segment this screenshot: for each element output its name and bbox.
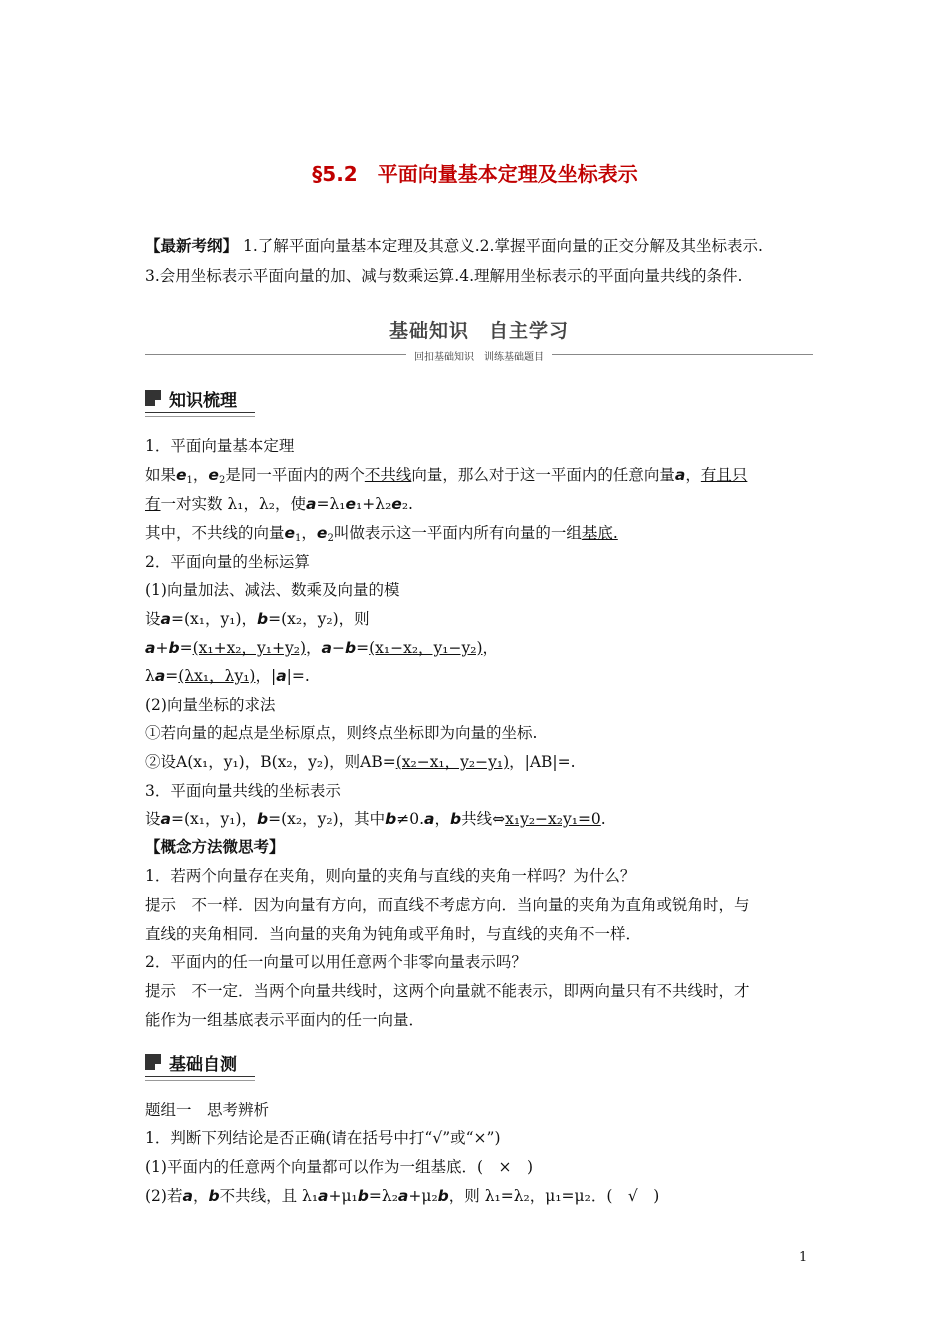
text: ，	[301, 524, 317, 542]
section-label: 知识梳理	[169, 391, 237, 411]
k-case-2	[145, 752, 576, 772]
text: +	[155, 639, 169, 657]
syllabus-text-1: 1.了解平面向量基本定理及其意义.2.掌握平面向量的正交分解及其坐标表示.	[242, 237, 763, 255]
k-mul-line	[145, 666, 310, 686]
vector-e: e	[284, 524, 296, 542]
vector-e: e	[345, 495, 357, 513]
text: =	[165, 667, 179, 685]
banner-rule	[145, 349, 813, 361]
underlined-answer: 不共线	[364, 466, 412, 484]
text: ②设A(x₁，y₁)，B(x₂，y₂)，则AB=	[145, 753, 396, 771]
text: ，	[482, 639, 499, 657]
section-banner	[145, 316, 813, 361]
k-line-1	[145, 465, 747, 491]
text: −	[331, 639, 345, 657]
text: ≠0.	[396, 810, 425, 828]
text: =(x₂，y₂)，其中	[268, 810, 386, 828]
vector-b: b	[208, 1187, 220, 1205]
text: ，|	[255, 667, 277, 685]
self-question-1: 1．判断下列结论是否正确(请在括号中打“√”或“×”)	[145, 1129, 501, 1147]
underlined-answer: 基底.	[581, 524, 618, 542]
k-para-1: (1)向量加法、减法、数乘及向量的模	[145, 581, 400, 599]
banner-title: 基础知识 自主学习	[388, 320, 569, 342]
text: =λ₁	[316, 495, 346, 513]
vector-e: e	[208, 466, 219, 484]
think-q2: 2．平面内的任一向量可以用任意两个非零向量表示吗？	[145, 953, 527, 971]
banner-subtitle: 回扣基础知识 训练基础题目	[406, 348, 552, 363]
self-group-1: 题组一 思考辨析	[145, 1101, 270, 1119]
text: 向量，那么对于这一平面内的任意向量	[411, 466, 675, 484]
underlined-answer: (x₁−x₂，y₁−y₂)	[369, 639, 483, 657]
text: =(x₁，y₁)，	[170, 810, 257, 828]
vector-a: a	[160, 810, 171, 828]
text: ，	[192, 1187, 209, 1205]
text: 是同一平面内的两个	[225, 466, 365, 484]
k-heading-2: 2．平面向量的坐标运算	[145, 553, 310, 571]
vector-b: b	[257, 810, 269, 828]
section-square-icon	[145, 390, 161, 406]
text: (2)若	[145, 1187, 183, 1205]
vector-a: a	[424, 810, 435, 828]
think-a2-line1: 提示 不一定．当两个向量共线时，这两个向量就不能表示，即两向量只有不共线时，才	[145, 982, 750, 1000]
vector-b: b	[450, 810, 462, 828]
vector-b: b	[437, 1187, 449, 1205]
vector-a: a	[154, 667, 166, 685]
underlined-answer: (λx₁，λy₁)	[178, 667, 256, 685]
text: 一对实数 λ₁，λ₂，使	[160, 495, 307, 513]
text: ，	[685, 466, 701, 484]
k-line-2	[145, 494, 413, 514]
vector-b: b	[257, 610, 269, 628]
text: ₂.	[401, 495, 413, 513]
text: ，则 λ₁=λ₂，μ₁=μ₂．( √ )	[448, 1187, 660, 1205]
text: +μ₁	[328, 1187, 358, 1205]
vector-a: a	[397, 1187, 409, 1205]
text: λ	[145, 667, 155, 685]
think-a1-line2: 直线的夹角相同．当向量的夹角为钝角或平角时，与直线的夹角不一样．	[145, 925, 642, 943]
vector-e: e	[391, 495, 402, 513]
syllabus-line-2: 3.会用坐标表示平面向量的加、减与数乘运算.4.理解用坐标表示的平面向量共线的条件.	[145, 267, 743, 285]
subscript: 1	[186, 475, 193, 486]
text: .	[600, 810, 606, 828]
vector-a: a	[160, 610, 171, 628]
text: |=.	[286, 667, 310, 685]
k-add-sub-line	[145, 638, 498, 658]
k-para-2: (2)向量坐标的求法	[145, 696, 276, 714]
section-label: 基础自测	[169, 1055, 237, 1075]
vector-a: a	[306, 495, 317, 513]
think-heading: 【概念方法微思考】	[145, 838, 285, 856]
section-heading-knowledge	[145, 386, 255, 412]
self-statement-2	[145, 1186, 659, 1206]
vector-a: a	[182, 1187, 193, 1205]
text: ，	[192, 466, 209, 484]
vector-b: b	[168, 639, 180, 657]
vector-a: a	[318, 1187, 329, 1205]
page-number: 1	[799, 1250, 808, 1265]
text: ₁+λ₂	[356, 495, 392, 513]
text: 其中，不共线的向量	[145, 524, 285, 542]
underlined-answer: x₁y₂−x₂y₁=0	[505, 810, 601, 828]
vector-a: a	[321, 639, 332, 657]
vector-a: a	[145, 639, 156, 657]
text: 不共线，且 λ₁	[219, 1187, 319, 1205]
subscript: 2	[218, 475, 226, 486]
section-rule-2	[145, 1080, 255, 1081]
syllabus-tag: 【最新考纲】	[145, 237, 239, 255]
section-rule	[145, 1076, 255, 1077]
self-statement-1: (1)平面内的任意两个向量都可以作为一组基底．( × )	[145, 1158, 534, 1176]
section-heading-selftest	[145, 1050, 255, 1076]
text: ，	[434, 810, 450, 828]
think-a2-line2: 能作为一组基底表示平面内的任一向量．	[145, 1011, 425, 1029]
text: ，	[306, 639, 322, 657]
k-line-3	[145, 523, 618, 549]
vector-b: b	[344, 639, 357, 657]
vector-e: e	[176, 466, 187, 484]
vector-a: a	[276, 667, 287, 685]
text: ，|AB|=.	[509, 753, 576, 771]
underlined-answer: (x₁+x₂，y₁+y₂)	[192, 639, 306, 657]
underlined-answer: (x₂−x₁，y₂−y₁)	[395, 753, 510, 771]
text: 叫做表示这一平面内所有向量的一组	[333, 524, 582, 542]
text: +μ₂	[408, 1187, 438, 1205]
text: =	[356, 639, 370, 657]
syllabus-line-1	[145, 236, 763, 256]
page-title: §5.2 平面向量基本定理及坐标表示	[312, 162, 638, 186]
underlined-answer: 有	[145, 495, 161, 513]
text: =(x₂，y₂)，则	[268, 610, 370, 628]
k-case-1: ①若向量的起点是坐标原点，则终点坐标即为向量的坐标.	[145, 724, 538, 742]
text: =(x₁，y₁)，	[170, 610, 257, 628]
underlined-answer: 有且只	[700, 466, 748, 484]
vector-e: e	[316, 524, 328, 542]
text: =λ₂	[368, 1187, 398, 1205]
text: 设	[145, 810, 161, 828]
text: =	[179, 639, 193, 657]
section-rule	[145, 412, 255, 413]
think-q1: 1．若两个向量存在夹角，则向量的夹角与直线的夹角一样吗？为什么？	[145, 867, 636, 885]
text: 如果	[145, 466, 177, 484]
vector-b: b	[385, 810, 397, 828]
k-heading-1: 1．平面向量基本定理	[145, 437, 295, 455]
k-heading-3: 3．平面向量共线的坐标表示	[145, 782, 341, 800]
vector-b: b	[357, 1187, 369, 1205]
subscript: 2	[327, 533, 334, 544]
vector-a: a	[674, 466, 686, 484]
k-set-line	[145, 609, 370, 629]
section-square-icon	[145, 1054, 161, 1070]
section-rule-2	[145, 416, 255, 417]
text: 设	[145, 610, 161, 628]
k-collinear-line	[145, 809, 606, 829]
think-a1-line1: 提示 不一样．因为向量有方向，而直线不考虑方向．当向量的夹角为直角或锐角时，与	[145, 896, 750, 914]
text: 共线⇔	[461, 810, 506, 828]
subscript: 1	[295, 533, 302, 544]
